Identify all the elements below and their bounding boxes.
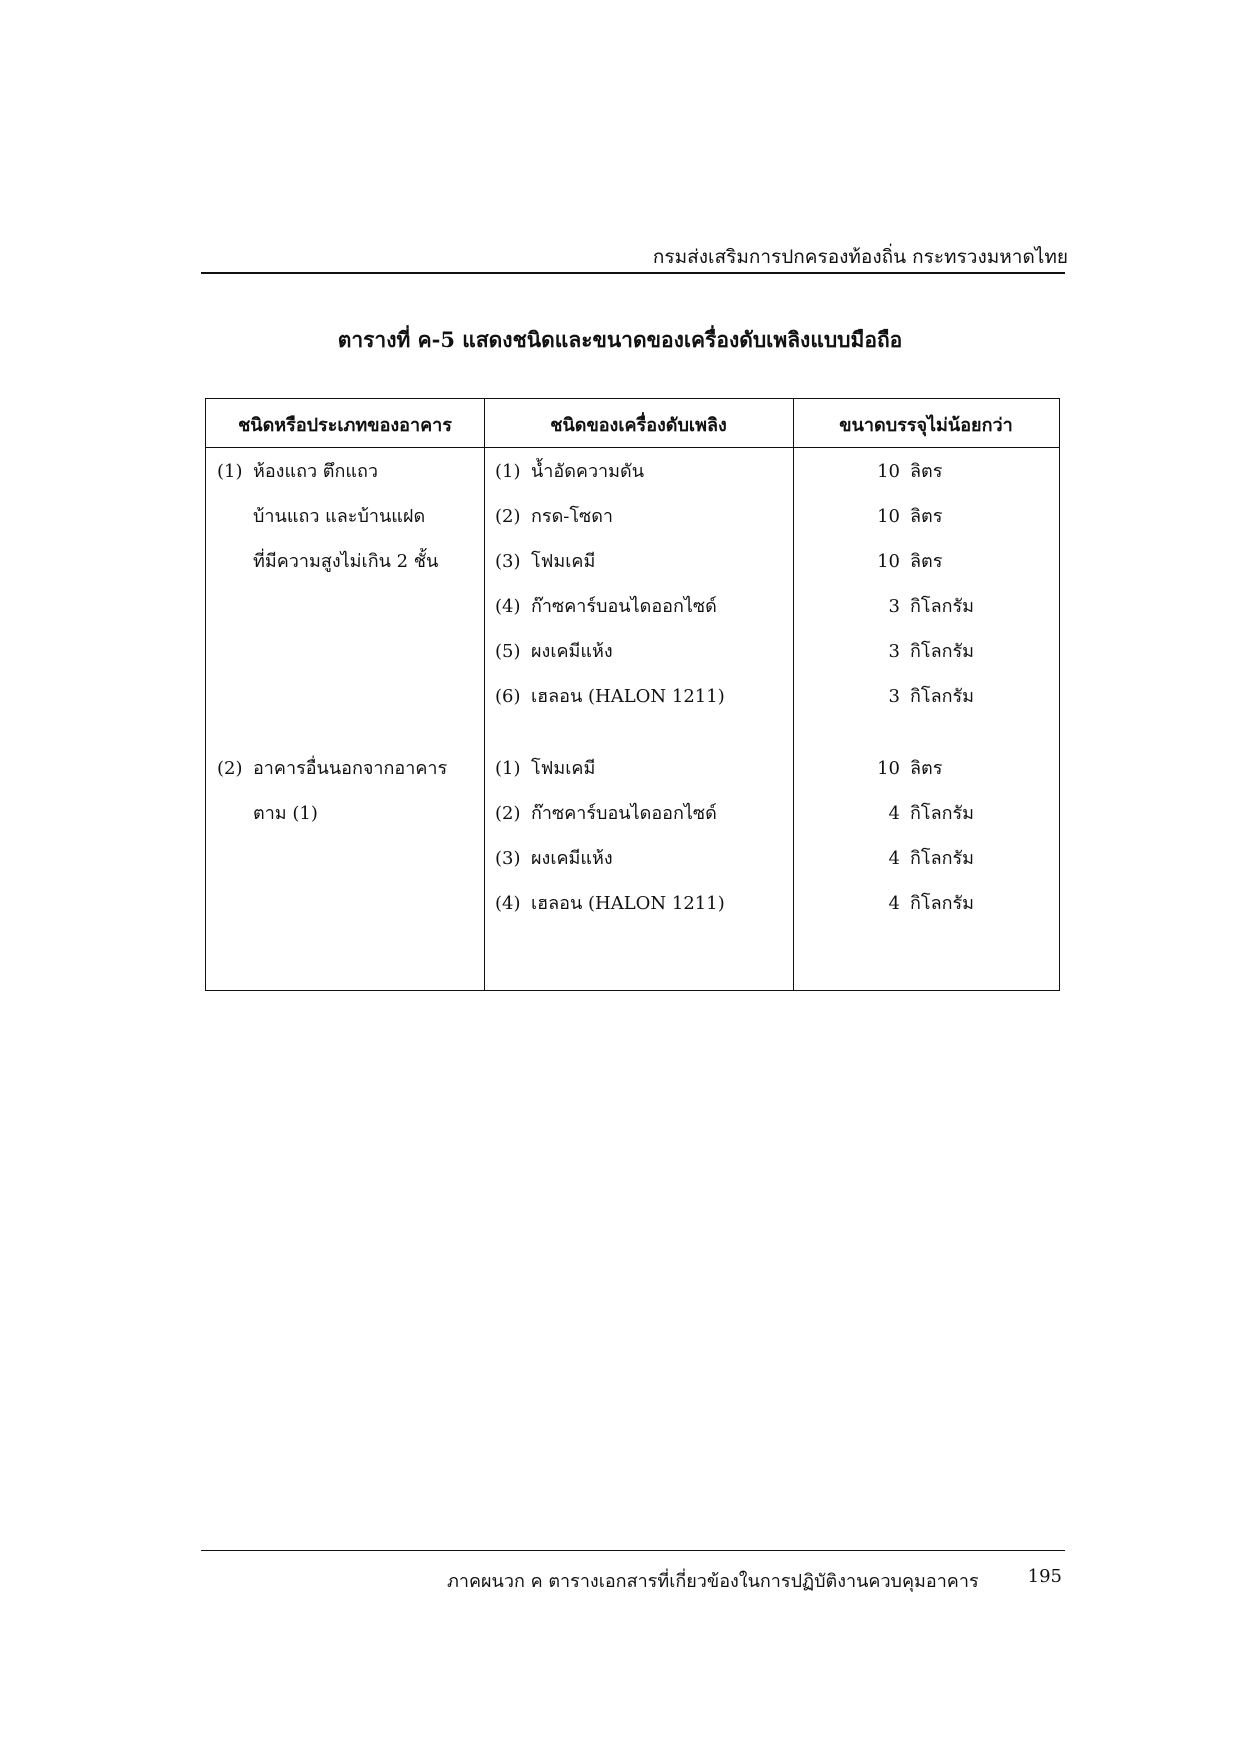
min-capacity: 4 กิโลกรัม: [888, 848, 975, 869]
building-number: (2): [217, 758, 243, 779]
building-type-2: [217, 757, 447, 781]
building-line: ตาม (1): [253, 803, 318, 824]
building-number: (1): [217, 461, 243, 482]
column-divider: [484, 399, 485, 990]
header-divider: [206, 447, 1059, 448]
table-title: ตารางที่ ค-5 แสดงชนิดและขนาดของเครื่องดับเพลิงแบบมือถือ: [337, 327, 903, 352]
column-header-building-type: ชนิดหรือประเภทของอาคาร: [238, 415, 452, 436]
extinguisher-type: (4) เฮลอน (HALON 1211): [495, 893, 725, 914]
extinguisher-type: (3) โฟมเคมี: [495, 551, 596, 572]
header-rule: [201, 272, 1065, 274]
building-line: บ้านแถว และบ้านแฝด: [253, 506, 426, 527]
building-type-1: [217, 460, 378, 484]
extinguisher-type: (6) เฮลอน (HALON 1211): [495, 686, 725, 707]
min-capacity: 10 ลิตร: [877, 506, 943, 527]
extinguisher-type: (1) โฟมเคมี: [495, 758, 596, 779]
min-capacity: 4 กิโลกรัม: [888, 803, 975, 824]
extinguisher-type: (2) ก๊าซคาร์บอนไดออกไซด์: [495, 803, 717, 824]
running-header: กรมส่งเสริมการปกครองท้องถิ่น กระทรวงมหาดไทย: [652, 246, 1068, 268]
extinguisher-type: (5) ผงเคมีแห้ง: [495, 641, 613, 662]
extinguisher-type: (3) ผงเคมีแห้ง: [495, 848, 613, 869]
column-header-min-capacity: ขนาดบรรจุไม่น้อยกว่า: [839, 415, 1013, 436]
min-capacity: 10 ลิตร: [877, 551, 943, 572]
min-capacity: 4 กิโลกรัม: [888, 893, 975, 914]
min-capacity: 3 กิโลกรัม: [888, 596, 975, 617]
running-footer: ภาคผนวก ค ตารางเอกสารที่เกี่ยวข้องในการปฏิบัติงานควบคุมอาคาร: [447, 1571, 979, 1592]
building-line: ห้องแถว ตึกแถว: [253, 461, 378, 482]
min-capacity: 3 กิโลกรัม: [888, 686, 975, 707]
column-header-extinguisher-type: ชนิดของเครื่องดับเพลิง: [550, 415, 727, 436]
extinguisher-type: (2) กรด-โซดา: [495, 506, 614, 527]
footer-rule: [201, 1550, 1065, 1551]
page-number: 195: [1027, 1566, 1062, 1587]
building-line: อาคารอื่นนอกจากอาคาร: [253, 758, 448, 779]
min-capacity: 10 ลิตร: [877, 758, 943, 779]
building-line: ที่มีความสูงไม่เกิน 2 ชั้น: [253, 551, 439, 572]
min-capacity: 3 กิโลกรัม: [888, 641, 975, 662]
min-capacity: 10 ลิตร: [877, 461, 943, 482]
extinguisher-type: (4) ก๊าซคาร์บอนไดออกไซด์: [495, 596, 717, 617]
extinguisher-table: [205, 398, 1060, 991]
column-divider: [793, 399, 794, 990]
extinguisher-type: (1) น้ำอัดความดัน: [495, 461, 645, 482]
